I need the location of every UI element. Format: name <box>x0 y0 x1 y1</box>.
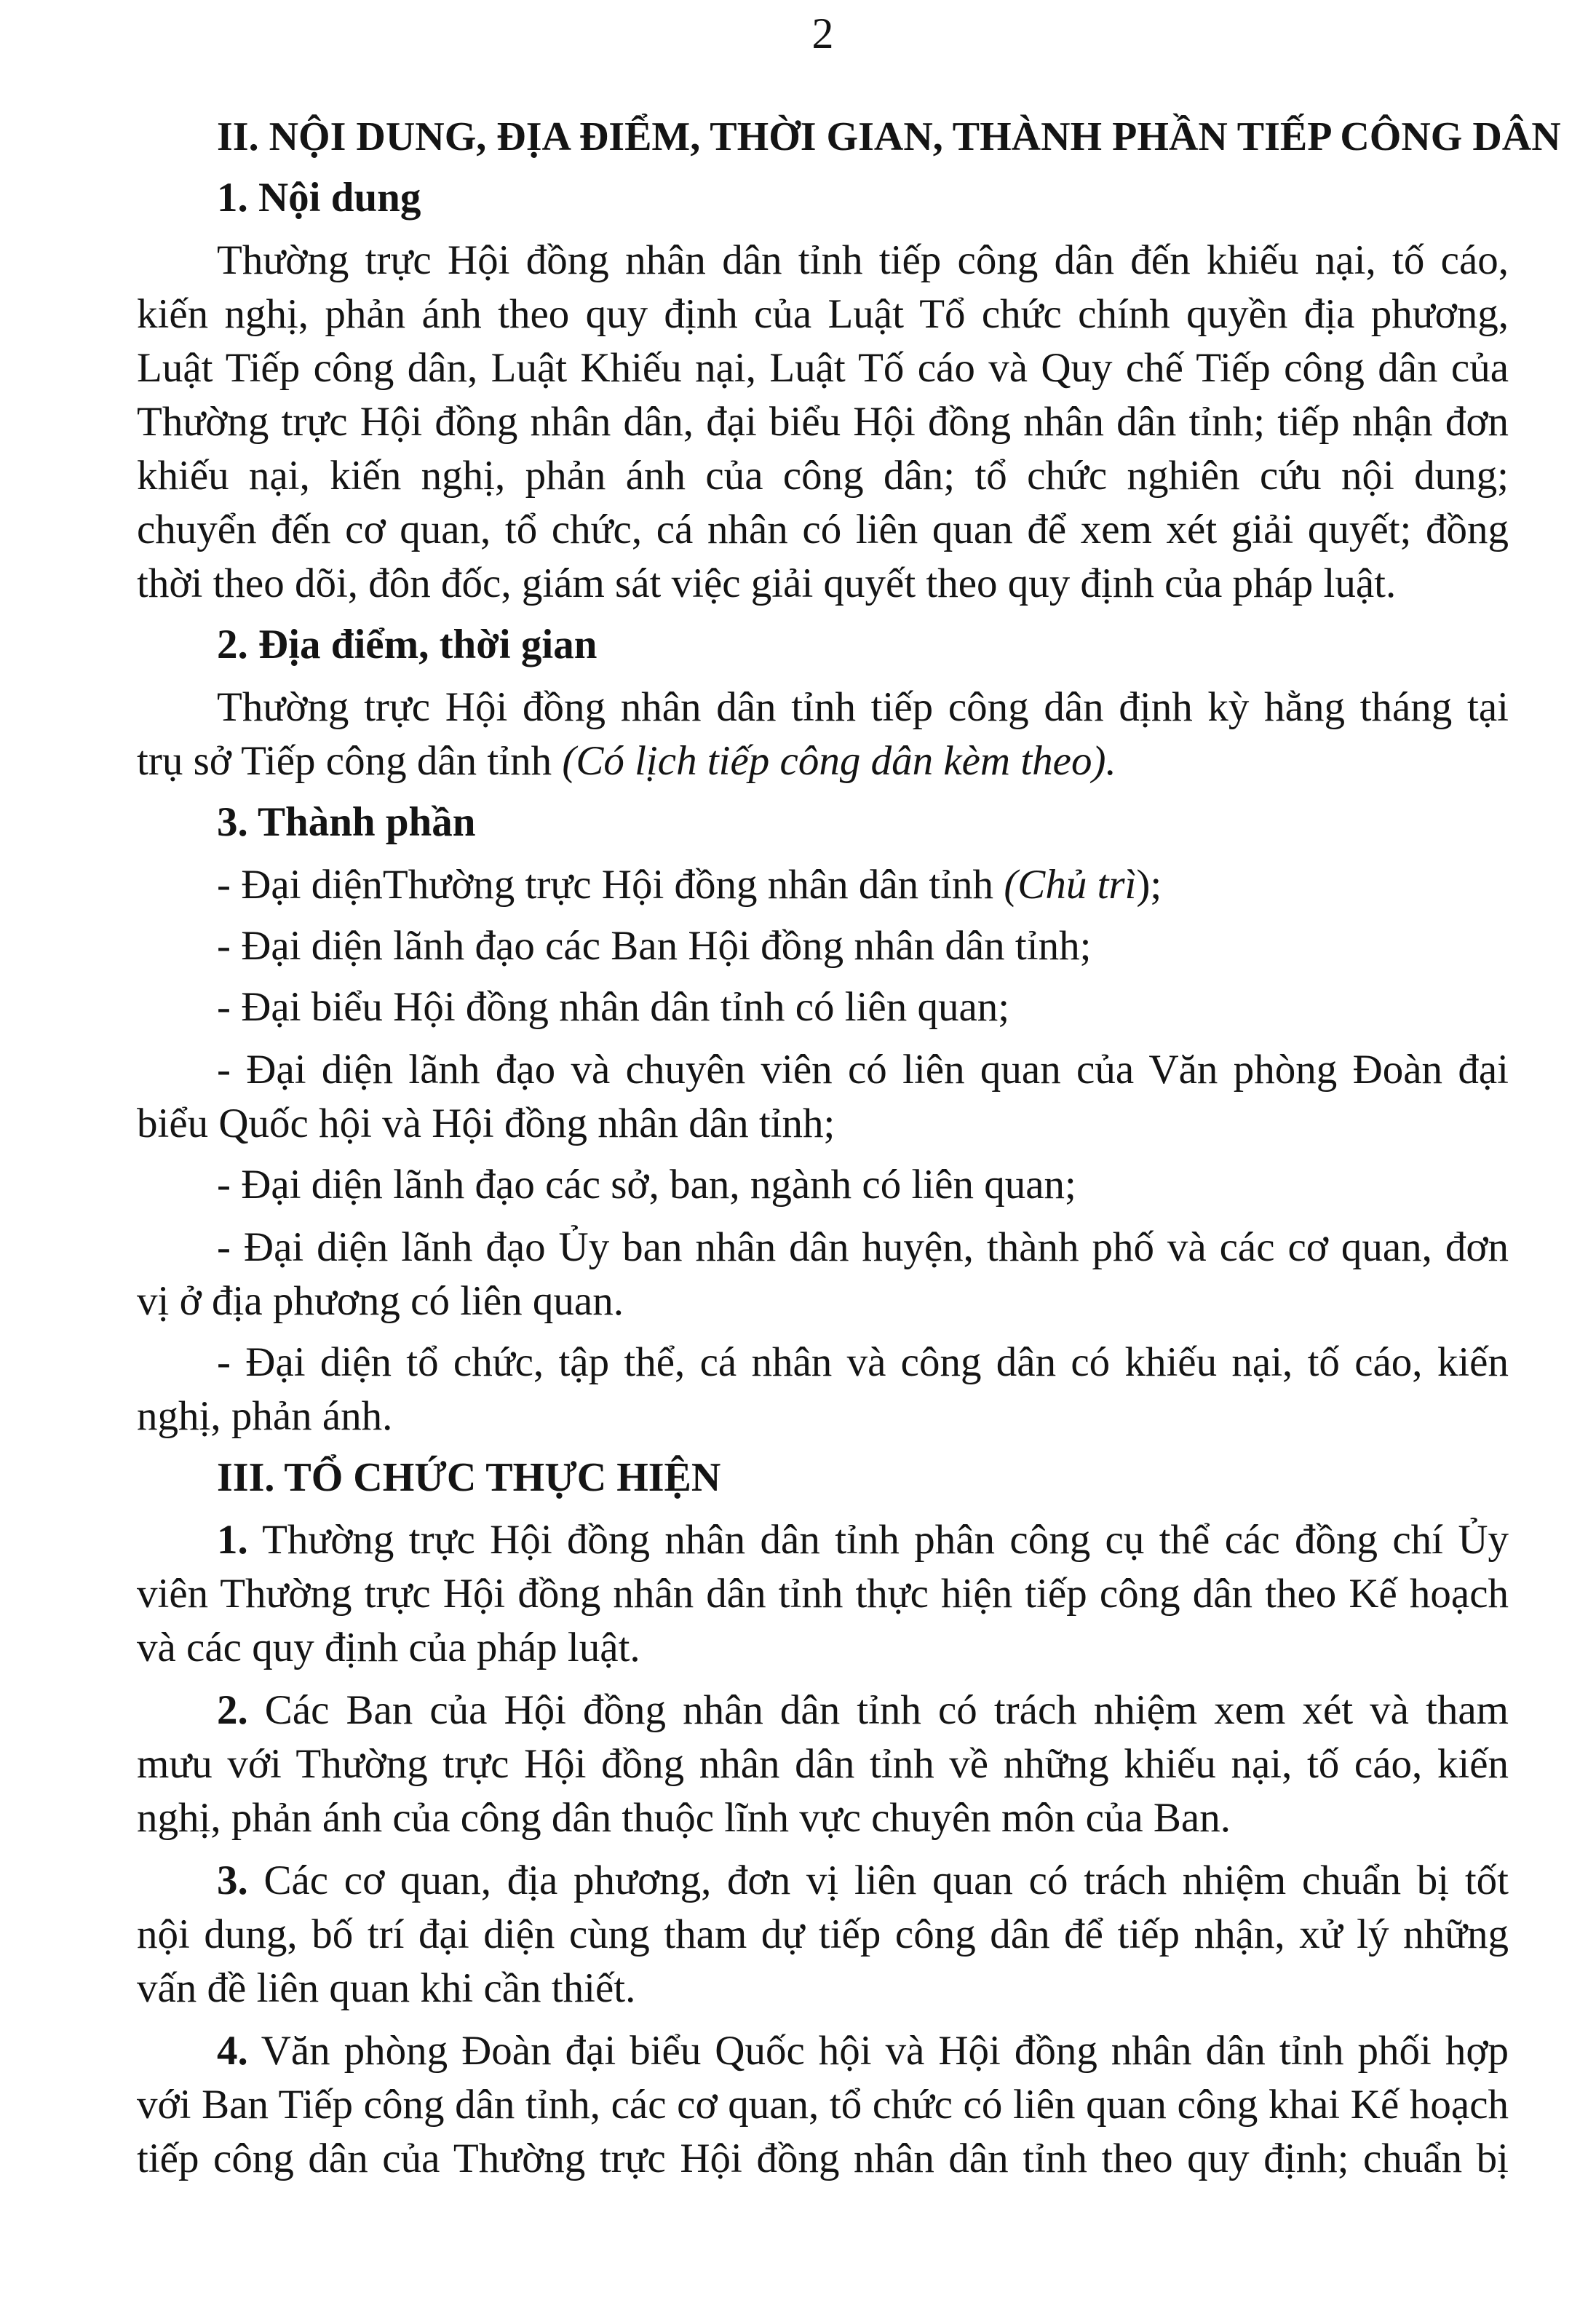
paragraph-line: Thường trực Hội đồng nhân dân tỉnh tiếp công dân định kỳ hằng tháng tại <box>217 684 1509 730</box>
subsection-1-title: 1. Nội dung <box>217 175 421 221</box>
text-run: - Đại diệnThường trực Hội đồng nhân dân tỉnh <box>217 862 1004 908</box>
subsection-3-title: 3. Thành phần <box>217 799 476 845</box>
paragraph-line: thời theo dõi, đôn đốc, giám sát việc giải quyết theo quy định của pháp luật. <box>137 560 1397 606</box>
paragraph-line: với Ban Tiếp công dân tỉnh, các cơ quan, tổ chức có liên quan công khai Kế hoạch <box>137 2082 1509 2128</box>
list-item: - Đại biểu Hội đồng nhân dân tỉnh có liên quan; <box>217 984 1010 1030</box>
paragraph-line: tiếp công dân của Thường trực Hội đồng nhân dân tỉnh theo quy định; chuẩn bị <box>137 2136 1509 2181</box>
list-item-continuation: biểu Quốc hội và Hội đồng nhân dân tỉnh; <box>137 1101 835 1146</box>
paragraph-line: vấn đề liên quan khi cần thiết. <box>137 1965 636 2011</box>
list-item-continuation: vị ở địa phương có liên quan. <box>137 1278 624 1324</box>
chair-note: (Chủ trì <box>1004 862 1137 908</box>
text-run: Các cơ quan, địa phương, đơn vị liên quan có trách nhiệm chuẩn bị tốt <box>247 1858 1509 1903</box>
numbered-paragraph <box>217 1684 1509 1737</box>
numbered-paragraph <box>217 1855 1509 1907</box>
text-run: Văn phòng Đoàn đại biểu Quốc hội và Hội đồng nhân dân tỉnh phối hợp <box>247 2028 1509 2074</box>
paragraph-line: nội dung, bố trí đại diện cùng tham dự tiếp công dân để tiếp nhận, xử lý những <box>137 1911 1509 1957</box>
text-run: Thường trực Hội đồng nhân dân tỉnh phân công cụ thể các đồng chí Ủy <box>247 1517 1509 1563</box>
page-number: 2 <box>811 9 834 58</box>
text-run: ); <box>1136 862 1162 908</box>
text-run: Các Ban của Hội đồng nhân dân tỉnh có trách nhiệm xem xét và tham <box>247 1687 1509 1733</box>
paragraph-line: chuyển đến cơ quan, tổ chức, cá nhân có liên quan để xem xét giải quyết; đồng <box>137 507 1509 552</box>
paragraph-line: khiếu nại, kiến nghị, phản ánh của công dân; tổ chức nghiên cứu nội dung; <box>137 453 1509 499</box>
list-item-continuation: nghị, phản ánh. <box>137 1393 393 1439</box>
paragraph-line: Luật Tiếp công dân, Luật Khiếu nại, Luật Tố cáo và Quy chế Tiếp công dân của <box>137 345 1509 391</box>
paragraph-number: 1. <box>217 1517 248 1563</box>
schedule-note: (Có lịch tiếp công dân kèm theo). <box>562 738 1116 784</box>
list-item: - Đại diện lãnh đạo các Ban Hội đồng nhân dân tỉnh; <box>217 923 1092 969</box>
list-item: - Đại diện lãnh đạo và chuyên viên có liên quan của Văn phòng Đoàn đại <box>217 1047 1509 1093</box>
list-item: - Đại diện tổ chức, tập thể, cá nhân và công dân có khiếu nại, tố cáo, kiến <box>217 1339 1509 1385</box>
paragraph-line: mưu với Thường trực Hội đồng nhân dân tỉnh về những khiếu nại, tố cáo, kiến <box>137 1741 1509 1787</box>
paragraph-line <box>137 735 1116 788</box>
paragraph-line: Thường trực Hội đồng nhân dân tỉnh tiếp công dân đến khiếu nại, tố cáo, <box>217 237 1509 283</box>
paragraph-line: kiến nghị, phản ánh theo quy định của Luật Tổ chức chính quyền địa phương, <box>137 291 1509 337</box>
paragraph-number: 3. <box>217 1858 248 1903</box>
section-3-heading: III. TỔ CHỨC THỰC HIỆN <box>217 1455 721 1500</box>
paragraph-number: 2. <box>217 1687 248 1733</box>
paragraph-line: và các quy định của pháp luật. <box>137 1625 640 1670</box>
list-item: - Đại diện lãnh đạo các sở, ban, ngành có liên quan; <box>217 1162 1076 1208</box>
list-item <box>217 859 1162 911</box>
paragraph-line: nghị, phản ánh của công dân thuộc lĩnh vực chuyên môn của Ban. <box>137 1795 1231 1841</box>
paragraph-line: viên Thường trực Hội đồng nhân dân tỉnh thực hiện tiếp công dân theo Kế hoạch <box>137 1571 1509 1617</box>
numbered-paragraph <box>217 2025 1509 2077</box>
paragraph-number: 4. <box>217 2028 248 2074</box>
text-run: trụ sở Tiếp công dân tỉnh <box>137 738 563 784</box>
subsection-2-title: 2. Địa điểm, thời gian <box>217 622 597 667</box>
list-item: - Đại diện lãnh đạo Ủy ban nhân dân huyện, thành phố và các cơ quan, đơn <box>217 1224 1509 1270</box>
paragraph-line: Thường trực Hội đồng nhân dân, đại biểu Hội đồng nhân dân tỉnh; tiếp nhận đơn <box>137 399 1509 445</box>
numbered-paragraph <box>217 1514 1509 1566</box>
section-2-heading: II. NỘI DUNG, ĐỊA ĐIỂM, THỜI GIAN, THÀNH PHẦN TIẾP CÔNG DÂN <box>217 114 1561 159</box>
